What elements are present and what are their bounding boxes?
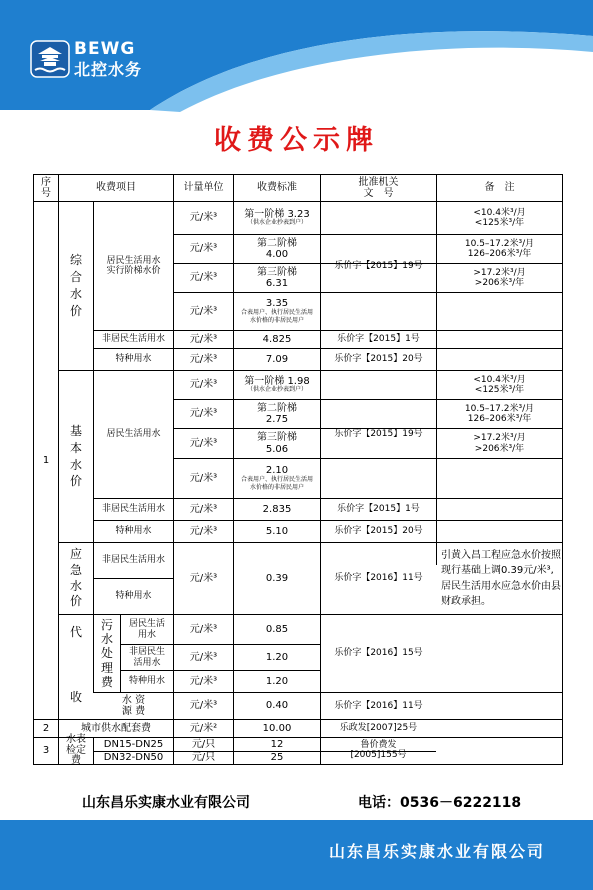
unit-cell: 元/米³ (189, 437, 218, 449)
group-base: 基本水价 (69, 423, 82, 489)
label-special: 特种用水 (115, 526, 152, 537)
std-comp-nonres: 4.825 (262, 333, 292, 345)
unit-cell: 元/米³ (189, 243, 218, 255)
header-seq: 序号 (41, 177, 51, 199)
unit-cell: 元/米³ (189, 333, 218, 345)
std-dn2: 25 (270, 752, 284, 764)
unit-cell: 元/只 (191, 738, 216, 750)
std-water-resource: 0.40 (265, 700, 289, 712)
label-water-resource: 水 资 源 费 (121, 695, 146, 717)
header-standard: 收费标准 (257, 182, 297, 194)
remark-tier1: <10.4米³/月 <125米³/年 (473, 207, 526, 228)
std-comp-special: 7.09 (265, 353, 289, 365)
unit-cell: 元/米³ (189, 212, 218, 224)
remark-tier1: <10.4米³/月 <125米³/年 (473, 374, 526, 395)
doc-base-special: 乐价字【2015】20号 (334, 526, 423, 537)
group-dai: 代 (69, 625, 82, 640)
unit-cell: 元/米³ (189, 472, 218, 484)
doc-water-resource: 乐价字【2016】11号 (334, 700, 423, 711)
doc-base-res: 乐价字【2015】19号 (334, 429, 423, 440)
page-title: 收费公示牌 (214, 125, 379, 156)
doc-emergency: 乐价字【2016】11号 (334, 573, 423, 584)
remark-tier2: 10.5–17.2米³/月 126–206米³/年 (464, 238, 535, 259)
unit-cell: 元/米³ (189, 572, 218, 584)
std-comp-tier1: 第一阶梯 3.23 （供水企业抄表到户） (244, 208, 310, 227)
doc-comp-res: 乐价字【2015】19号 (334, 260, 423, 271)
label-city-fee: 城市供水配套费 (81, 722, 151, 734)
header-remark: 备 注 (484, 182, 515, 194)
std-emergency: 0.39 (265, 572, 289, 584)
std-sewage-special: 1.20 (265, 675, 289, 687)
remark-tier3: >17.2米³/月 >206米³/年 (473, 267, 526, 288)
unit-cell: 元/米³ (189, 353, 218, 365)
std-base-nonres: 2.835 (262, 503, 292, 515)
remark-emergency: 引黄入昌工程应急水价按照现行基础上调0.39元/米³,居民生活用水应急水价由县财政承担。 (441, 549, 561, 607)
unit-cell: 元/米³ (189, 675, 218, 687)
footer-band-text: 山东昌乐实康水业有限公司 (328, 842, 545, 861)
remark-tier3: >17.2米³/月 >206米³/年 (473, 433, 526, 454)
unit-cell: 元/米³ (189, 272, 218, 284)
footer-company: 山东昌乐实康水业有限公司 (82, 795, 250, 811)
doc-base-nonres: 乐价字【2015】1号 (337, 504, 420, 515)
unit-cell: 元/米³ (189, 503, 218, 515)
unit-cell: 元/米³ (189, 408, 218, 420)
unit-cell: 元/只 (191, 752, 216, 764)
header-unit: 计量单位 (183, 182, 224, 194)
seq-1: 1 (42, 454, 50, 466)
group-sewage: 污水处理费 (101, 617, 114, 690)
std-base-tier2: 第二阶梯 2.75 (257, 402, 297, 425)
std-city-fee: 10.00 (262, 722, 292, 734)
std-base-tier3: 第三阶梯 5.06 (257, 432, 297, 455)
label-sewage-res: 居民生活 用水 (128, 619, 165, 640)
unit-cell: 元/米³ (189, 651, 218, 663)
label-dn2: DN32-DN50 (103, 752, 164, 764)
std-comp-tier2: 第二阶梯 4.00 (257, 237, 297, 260)
label-nonres: 非居民生活用水 (101, 555, 165, 566)
doc-comp-special: 乐价字【2015】20号 (334, 354, 423, 365)
label-res-tier: 居民生活用水 实行阶梯水价 (106, 255, 161, 276)
doc-sewage: 乐价字【2016】15号 (334, 648, 423, 659)
label-sewage-nonres: 非居民生 活用水 (128, 647, 165, 668)
doc-meter: 鲁价费发 [2005]155号 (350, 740, 407, 760)
label-special: 特种用水 (115, 354, 152, 365)
group-shou: 收 (69, 690, 82, 705)
seq-2: 2 (42, 722, 50, 734)
seq-3: 3 (42, 745, 50, 757)
std-sewage-res: 0.85 (265, 623, 289, 635)
std-base-tier1: 第一阶梯 1.98 （供水企业抄表到户） (244, 375, 310, 394)
std-sewage-nonres: 1.20 (265, 651, 289, 663)
remark-tier2: 10.5–17.2米³/月 126–206米³/年 (464, 403, 535, 424)
footer-phone: 电话：0536－6222118 (358, 795, 522, 811)
group-comprehensive: 综合水价 (69, 253, 82, 318)
label-sewage-special: 特种用水 (128, 676, 165, 687)
std-base-special: 5.10 (265, 525, 289, 537)
doc-comp-nonres: 乐价字【2015】1号 (337, 334, 420, 345)
logo-text-cn: 北控水务 (74, 60, 143, 79)
logo-text-en: BEWG (74, 39, 136, 59)
label-nonres: 非居民生活用水 (101, 334, 165, 345)
unit-cell: 元/米³ (189, 700, 218, 712)
label-res: 居民生活用水 (106, 429, 161, 440)
group-meter: 水表检定费 (66, 734, 86, 767)
header-item: 收费项目 (96, 182, 136, 194)
std-base-shared: 2.10 合表用户、执行居民生活用 水价格的非居民用户 (240, 464, 313, 492)
unit-cell: 元/米³ (189, 525, 218, 537)
std-comp-shared: 3.35 合表用户、执行居民生活用 水价格的非居民用户 (240, 297, 313, 325)
label-nonres: 非居民生活用水 (101, 504, 165, 515)
group-emergency: 应急水价 (69, 547, 82, 609)
unit-cell: 元/米³ (189, 305, 218, 317)
std-dn1: 12 (270, 738, 284, 750)
unit-cell: 元/米³ (189, 379, 218, 391)
label-dn1: DN15-DN25 (103, 738, 164, 750)
std-comp-tier3: 第三阶梯 6.31 (257, 266, 297, 289)
doc-city-fee: 乐政发[2007]25号 (339, 723, 418, 734)
unit-cell: 元/米² (189, 722, 218, 734)
header-approval: 批准机关 文 号 (358, 176, 399, 199)
unit-cell: 元/米³ (189, 623, 218, 635)
label-special: 特种用水 (115, 591, 152, 602)
